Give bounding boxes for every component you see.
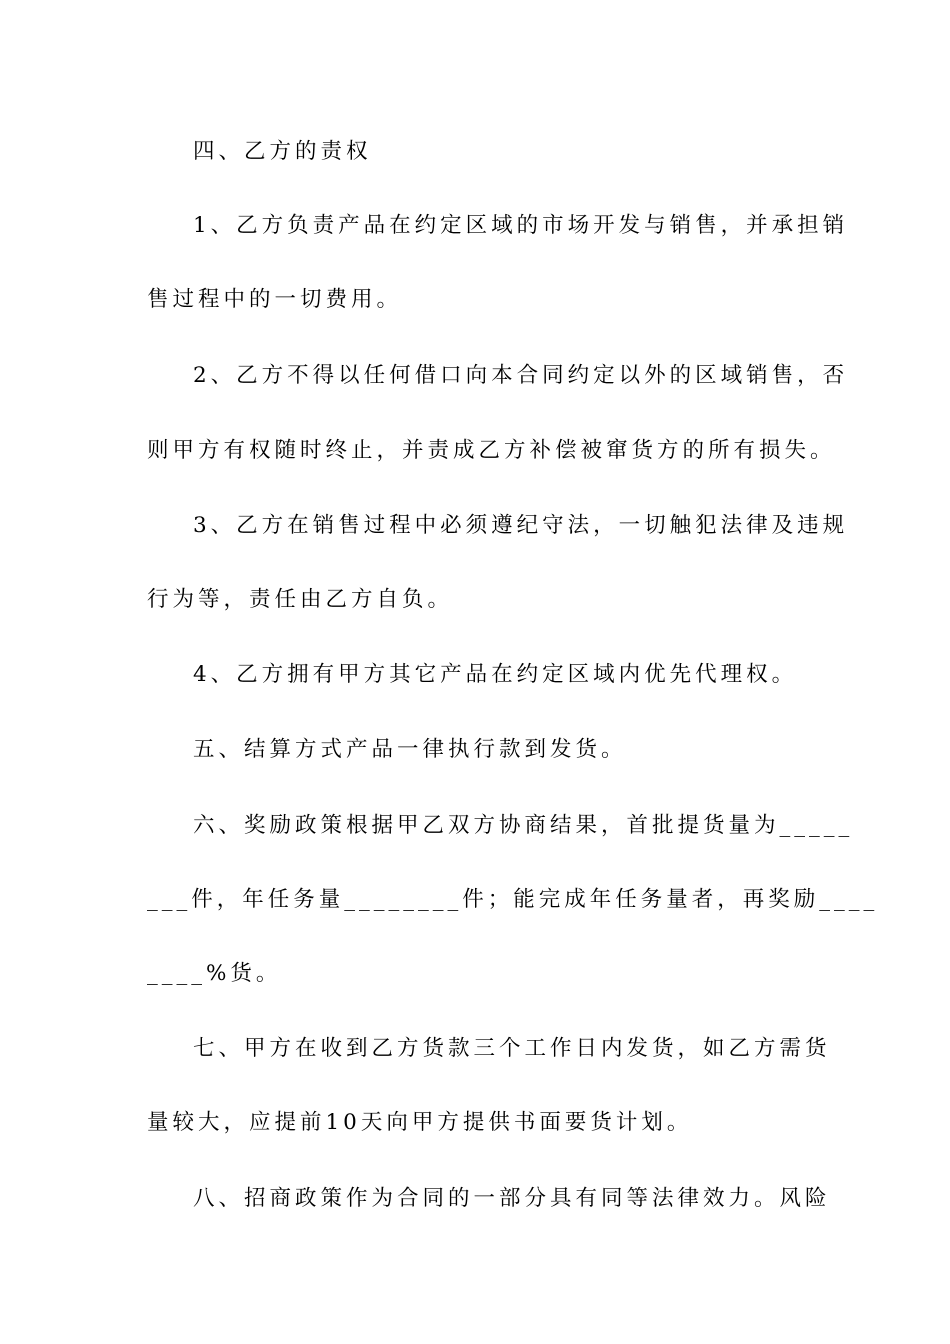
paragraph-line: ____%货。 <box>147 961 282 986</box>
paragraph-line: 六、奖励政策根据甲乙双方协商结果，首批提货量为_____ <box>193 813 854 838</box>
paragraph-line: 量较大，应提前10天向甲方提供书面要货计划。 <box>147 1110 693 1135</box>
section-heading-party-b-duties: 四、乙方的责权 <box>193 139 372 164</box>
paragraph-line: 八、招商政策作为合同的一部分具有同等法律效力。风险 <box>193 1186 831 1211</box>
paragraph-line: 3、乙方在销售过程中必须遵纪守法，一切触犯法律及违规 <box>193 513 849 538</box>
paragraph-line: 七、甲方在收到乙方货款三个工作日内发货，如乙方需货 <box>193 1036 831 1061</box>
paragraph-line: 售过程中的一切费用。 <box>147 287 403 312</box>
paragraph-line: 行为等，责任由乙方自负。 <box>147 587 454 612</box>
paragraph-line: ___件，年任务量________件；能完成年任务量者，再奖励____ <box>147 887 879 912</box>
paragraph-line: 4、乙方拥有甲方其它产品在约定区域内优先代理权。 <box>193 662 798 687</box>
section-heading-settlement: 五、结算方式产品一律执行款到发货。 <box>193 737 627 762</box>
paragraph-line: 则甲方有权随时终止，并责成乙方补偿被窜货方的所有损失。 <box>147 438 836 463</box>
paragraph-line: 1、乙方负责产品在约定区域的市场开发与销售，并承担销 <box>193 213 849 238</box>
paragraph-line: 2、乙方不得以任何借口向本合同约定以外的区域销售，否 <box>193 363 849 388</box>
